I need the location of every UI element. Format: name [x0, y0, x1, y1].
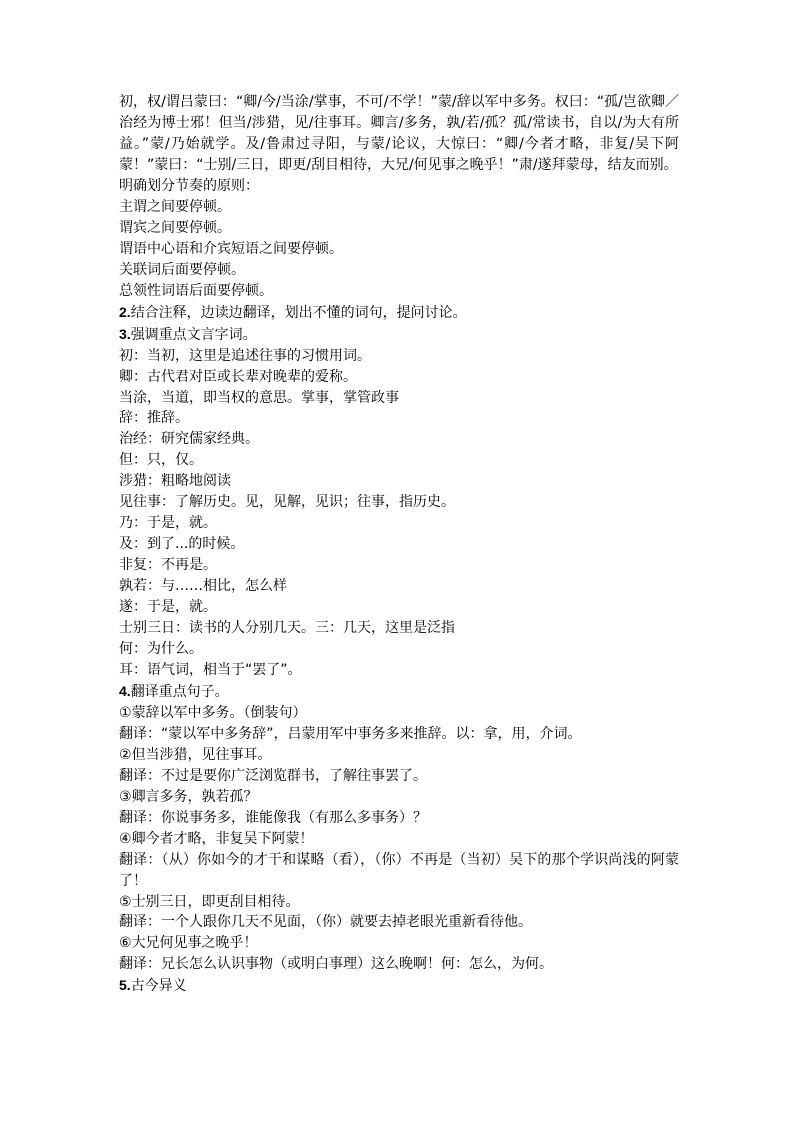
key-sentence	[119, 933, 679, 954]
rule-item: 关联词后面要停顿。	[119, 261, 245, 278]
key-sentence	[119, 829, 679, 850]
vocab-item: 初：当初，这里是追述往事的习惯用词。	[119, 347, 371, 364]
vocab-item: 但：只，仅。	[119, 452, 203, 469]
step-5-heading	[119, 975, 679, 997]
classical-passage: 初，权/谓吕蒙曰：“卿/今/当涂/掌事，不可/不学！”蒙/辞以军中多务。权曰：“孤/岂欲卿／治经为博士邪！但当/涉猎，见/往事耳。卿言/多务，孰/若/孤？孤/常读书，自以/为大有所益。”蒙/乃始就学。及/鲁肃过寻阳，与蒙/论议，大惊曰：“卿/今者才略，非复/吴下阿蒙！”蒙曰：“士别/三日，即更/刮目相待，大兄/何见事之晚乎！”肃/遂拜蒙母，结友而别。	[119, 94, 679, 173]
vocab-item: 涉猎：粗略地阅读	[119, 473, 231, 490]
vocab-item: 乃：于是，就。	[119, 515, 217, 532]
circled-number-6: ⑥	[119, 935, 132, 952]
sentence-translation: 翻译：不过是要你广泛浏览群书，了解往事罢了。	[119, 767, 427, 784]
vocab-item: 治经：研究儒家经典。	[119, 431, 259, 448]
step-2-heading	[119, 302, 679, 324]
rule-item: 主谓之间要停顿。	[119, 198, 231, 215]
key-sentence-text: 士别三日，即更刮目相待。	[131, 893, 300, 910]
key-sentence	[119, 787, 679, 808]
document-page	[119, 92, 679, 997]
step-2-number: 2.	[119, 303, 131, 320]
key-sentence	[119, 745, 679, 766]
vocab-item: 耳：语气词，相当于“罢了”。	[119, 661, 302, 678]
vocab-item: 何：为什么。	[119, 640, 203, 657]
rule-item: 谓宾之间要停顿。	[119, 219, 231, 236]
circled-number-1: ①	[119, 704, 132, 721]
key-sentence-text: 但当涉猎，见往事耳。	[131, 746, 272, 763]
step-3-number: 3.	[119, 325, 131, 342]
vocab-item: 孰若：与……相比，怎么样	[119, 578, 287, 595]
vocab-item: 遂：于是，就。	[119, 599, 217, 616]
sentence-translation: 翻译：你说事务多，谁能像我（有那么多事务）？	[119, 809, 427, 826]
vocab-item: 辞：推辞。	[119, 410, 189, 427]
sentence-translation: 翻译：一个人跟你几天不见面，（你）就要去掉老眼光重新看待他。	[119, 914, 532, 931]
sentence-translation: 翻译：（从）你如今的才干和谋略（看），（你）不再是（当初）吴下的那个学识尚浅的阿蒙了！	[119, 851, 679, 889]
key-sentence-text: 大兄何见事之晚乎！	[131, 935, 258, 952]
circled-number-2: ②	[119, 746, 132, 763]
vocab-item: 非复：不再是。	[119, 557, 217, 574]
vocab-item: 卿：古代君对臣或长辈对晚辈的爱称。	[119, 368, 357, 385]
step-3-heading	[119, 324, 679, 346]
vocab-item: 士别三日：读书的人分别几天。三：几天，这里是泛指	[119, 620, 455, 637]
key-sentence-text: 卿今者才略，非复吴下阿蒙！	[131, 830, 314, 847]
key-sentence	[119, 892, 679, 913]
vocab-item: 见往事：了解历史。见，见解，见识；往事，指历史。	[119, 494, 455, 511]
key-sentence	[119, 703, 679, 724]
sentence-translation: 翻译：兄长怎么认识事物（或明白事理）这么晚啊！何：怎么，为何。	[119, 956, 553, 973]
sentence-translation: 翻译：“蒙以军中多务辞”，吕蒙用军中事务多来推辞。以：拿，用，介词。	[119, 725, 582, 742]
step-3-text: 强调重点文言字词。	[130, 326, 257, 343]
step-4-number: 4.	[119, 682, 131, 699]
circled-number-5: ⑤	[119, 893, 132, 910]
rule-item: 总领性词语后面要停顿。	[119, 282, 273, 299]
step-2-text: 结合注释，边读边翻译，划出不懂的词句，提问讨论。	[130, 304, 467, 321]
rule-item: 谓语中心语和介宾短语之间要停顿。	[119, 240, 343, 257]
step-5-text: 古今异义	[130, 978, 187, 995]
step-4-text: 翻译重点句子。	[130, 683, 229, 700]
circled-number-3: ③	[119, 788, 132, 805]
circled-number-4: ④	[119, 830, 132, 847]
key-sentence-text: 卿言多务，孰若孤？	[131, 788, 258, 805]
rules-heading: 明确划分节奏的原则：	[119, 178, 259, 194]
key-sentence-text: 蒙辞以军中多务。（倒装句）	[131, 704, 307, 721]
step-4-heading	[119, 681, 679, 703]
vocab-item: 及：到了...的时候。	[119, 536, 245, 553]
vocab-item: 当涂，当道，即当权的意思。掌事，掌管政事	[119, 389, 399, 406]
step-5-number: 5.	[119, 977, 131, 994]
